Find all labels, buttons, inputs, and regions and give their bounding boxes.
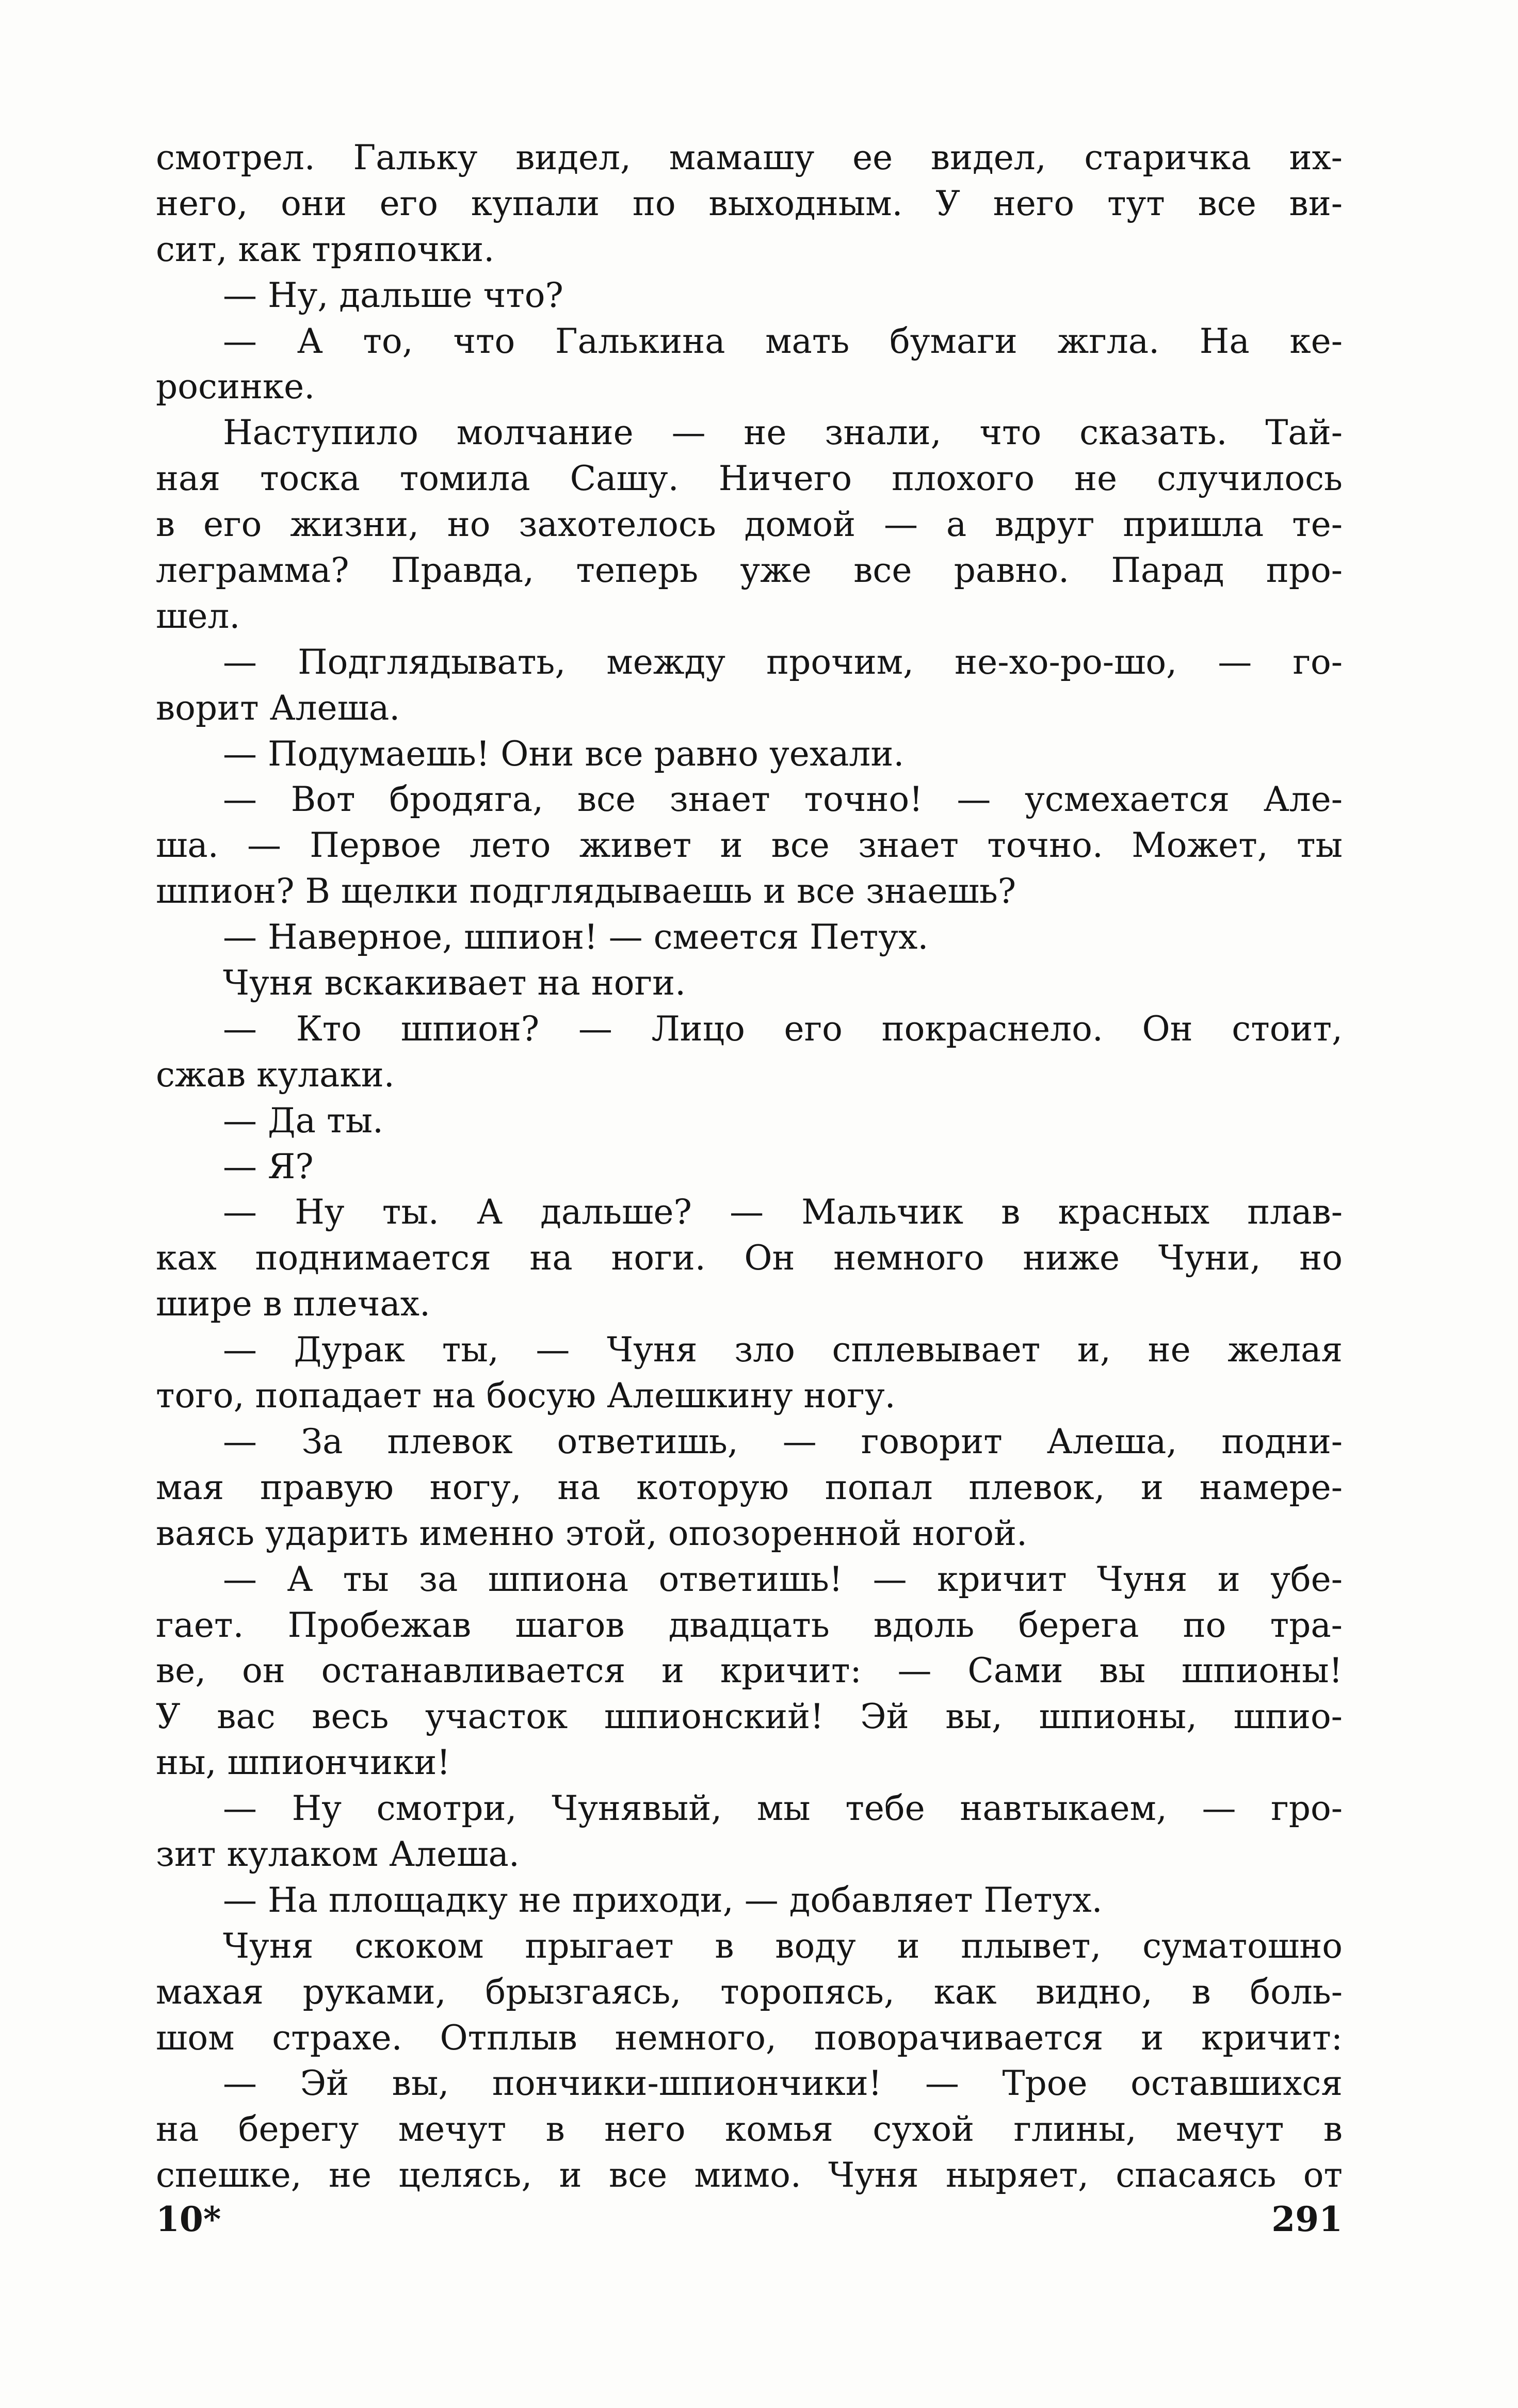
text-line: — А то, что Галькина мать бумаги жгла. На ке- — [223, 321, 1343, 361]
text-line: — На площадку не приходи, — добавляет Петух. — [223, 1880, 1103, 1920]
text-line: в его жизни, но захотелось домой — а вдруг пришла те- — [156, 505, 1343, 545]
text-line: — Дурак ты, — Чуня зло сплевывает и, не желая — [223, 1330, 1343, 1370]
text-line: ваясь ударить именно этой, опозоренной ногой. — [156, 1513, 1027, 1553]
text-line: сит, как тряпочки. — [156, 229, 495, 269]
text-line: — Ну ты. А дальше? — Мальчик в красных плав- — [223, 1192, 1343, 1232]
text-line: на берегу мечут в него комья сухой глины, мечут в — [156, 2109, 1343, 2150]
text-line: — Вот бродяга, все знает точно! — усмехается Але- — [223, 779, 1343, 820]
signature-mark: 10* — [156, 2199, 221, 2239]
text-line: — Подумаешь! Они все равно уехали. — [223, 734, 905, 774]
text-line: шом страхе. Отплыв немного, поворачивается и кричит: — [156, 2017, 1343, 2058]
text-line: шел. — [156, 596, 240, 636]
text-line: — Наверное, шпион! — смеется Петух. — [223, 917, 929, 957]
text-line: гает. Пробежав шагов двадцать вдоль берега по тра- — [156, 1605, 1343, 1645]
text-line: шире в плечах. — [156, 1284, 430, 1324]
text-line: сжав кулаки. — [156, 1054, 395, 1095]
text-line: ны, шпиончики! — [156, 1743, 450, 1783]
text-line: ша. — Первое лето живет и все знает точно. Может, ты — [156, 825, 1343, 866]
text-line: ная тоска томила Сашу. Ничего плохого не случилось — [156, 459, 1343, 499]
text-line: — Ну смотри, Чунявый, мы тебе навтыкаем, — гро- — [223, 1788, 1343, 1829]
text-line: — Кто шпион? — Лицо его покраснело. Он стоит, — [223, 1008, 1343, 1049]
text-line: У вас весь участок шпионский! Эй вы, шпионы, шпио- — [156, 1697, 1343, 1737]
text-line: него, они его купали по выходным. У него тут все ви- — [156, 183, 1343, 223]
text-line: ках поднимается на ноги. Он немного ниже Чуни, но — [156, 1238, 1343, 1278]
text-line: ворит Алеша. — [156, 688, 400, 728]
text-line: Чуня скоком прыгает в воду и плывет, суматошно — [223, 1926, 1343, 1966]
text-line: мая правую ногу, на которую попал плевок, и намере- — [156, 1467, 1343, 1507]
text-line: — За плевок ответишь, — говорит Алеша, подни- — [223, 1421, 1343, 1461]
text-line: — Ну, дальше что? — [223, 275, 563, 315]
text-line: — Эй вы, пончики-шпиончики! — Трое оставшихся — [223, 2063, 1343, 2104]
text-line: — А ты за шпиона ответишь! — кричит Чуня и убе- — [223, 1559, 1343, 1599]
text-line: — Да ты. — [223, 1100, 383, 1141]
text-line: махая руками, брызгаясь, торопясь, как видно, в боль- — [156, 1972, 1343, 2012]
text-line: росинке. — [156, 367, 315, 407]
text-line: шпион? В щелки подглядываешь и все знаешь? — [156, 871, 1016, 912]
text-line: того, попадает на босую Алешкину ногу. — [156, 1376, 896, 1416]
text-line: Наступило молчание — не знали, что сказать. Тай- — [223, 413, 1343, 453]
text-line: — Подглядывать, между прочим, не-хо-ро-шо, — го- — [223, 642, 1343, 682]
page-number: 291 — [1271, 2199, 1343, 2239]
page-body-text — [156, 135, 1343, 2199]
text-line: Чуня вскакивает на ноги. — [223, 963, 686, 1003]
text-line: — Я? — [223, 1146, 314, 1186]
text-line: леграмма? Правда, теперь уже все равно. Парад про- — [156, 550, 1343, 591]
text-line: ве, он останавливается и кричит: — Сами вы шпионы! — [156, 1651, 1343, 1691]
text-line: спешке, не целясь, и все мимо. Чуня ныряет, спасаясь от — [156, 2155, 1343, 2195]
text-line: смотрел. Гальку видел, мамашу ее видел, старичка их- — [156, 138, 1343, 177]
text-line: зит кулаком Алеша. — [156, 1834, 520, 1874]
